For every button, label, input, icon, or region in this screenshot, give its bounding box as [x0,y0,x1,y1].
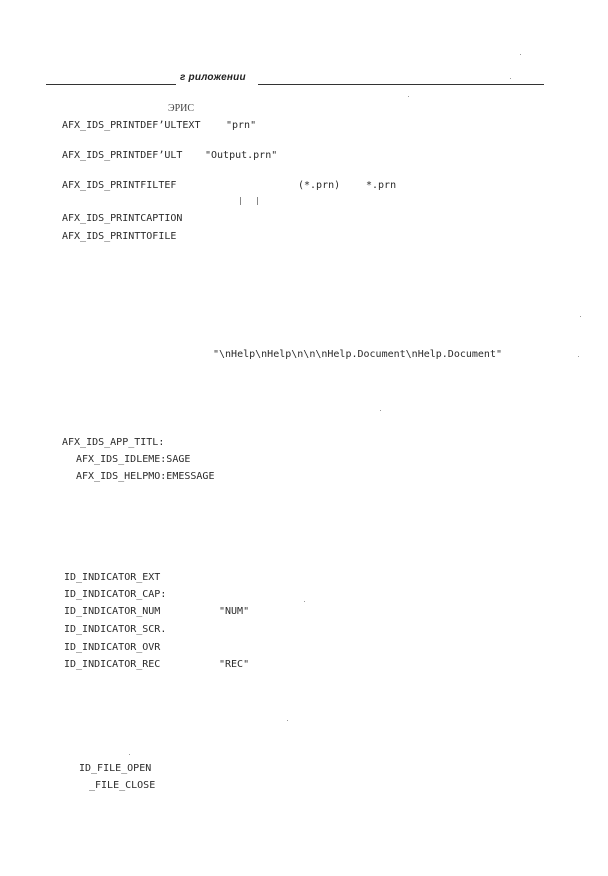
header-rule-right [258,84,544,85]
scan-speck [580,316,581,317]
string-value-printdefault: "Output.prn" [205,150,278,161]
command-file-open: ID_FILE_OPEN [79,763,152,774]
string-value-printfilter-b: *.prn [366,180,397,191]
scan-speck [129,754,130,755]
indicator-num: ID_INDICATOR_NUM [64,606,161,617]
string-id-printtofile: AFX_IDS_PRINTTOFILE [62,231,177,242]
indicator-rec-value: "REC" [219,659,250,670]
indicator-scrl: ID_INDICATOR_SCR. [64,624,167,635]
scan-speck [408,96,409,97]
string-id-helpmodemessage: AFX_IDS_HELPMO:EMESSAGE [76,471,215,482]
indicator-rec: ID_INDICATOR_REC [64,659,161,670]
indicator-ext: ID_INDICATOR_EXT [64,572,161,583]
string-id-printfilter: AFX_IDS_PRINTFILTEF [62,180,177,191]
text-fragment: ЭРИС [168,103,195,114]
string-value-printdefaultext: "prn" [226,120,257,131]
scan-speck [578,356,579,357]
header-rule-left [46,84,176,85]
scan-mark [257,197,258,205]
command-file-close: _FILE_CLOSE [89,780,156,791]
string-id-printdefault: AFX_IDS_PRINTDEFʼULT [62,150,183,161]
string-value-printfilter-a: (*.prn) [298,180,341,191]
scan-speck [287,720,288,721]
indicator-ovr: ID_INDICATOR_OVR [64,642,161,653]
string-id-printdefaultext: AFX_IDS_PRINTDEFʼULTEXT [62,120,201,131]
string-id-idlemessage: AFX_IDS_IDLEME:SAGE [76,454,191,465]
string-id-app-title: AFX_IDS_APP_TITL: [62,437,165,448]
scan-mark [240,197,241,205]
scan-speck [520,54,521,55]
running-header-title: г риложении [180,72,246,83]
indicator-caps: ID_INDICATOR_CAP: [64,589,167,600]
scan-speck [510,78,511,79]
indicator-num-value: "NUM" [219,606,250,617]
doc-template-string: "\nHelp\nHelp\n\n\nHelp.Document\nHelp.Document" [213,349,502,360]
string-id-printcaption: AFX_IDS_PRINTCAPTION [62,213,183,224]
scan-speck [380,410,381,411]
scan-speck [304,601,305,602]
